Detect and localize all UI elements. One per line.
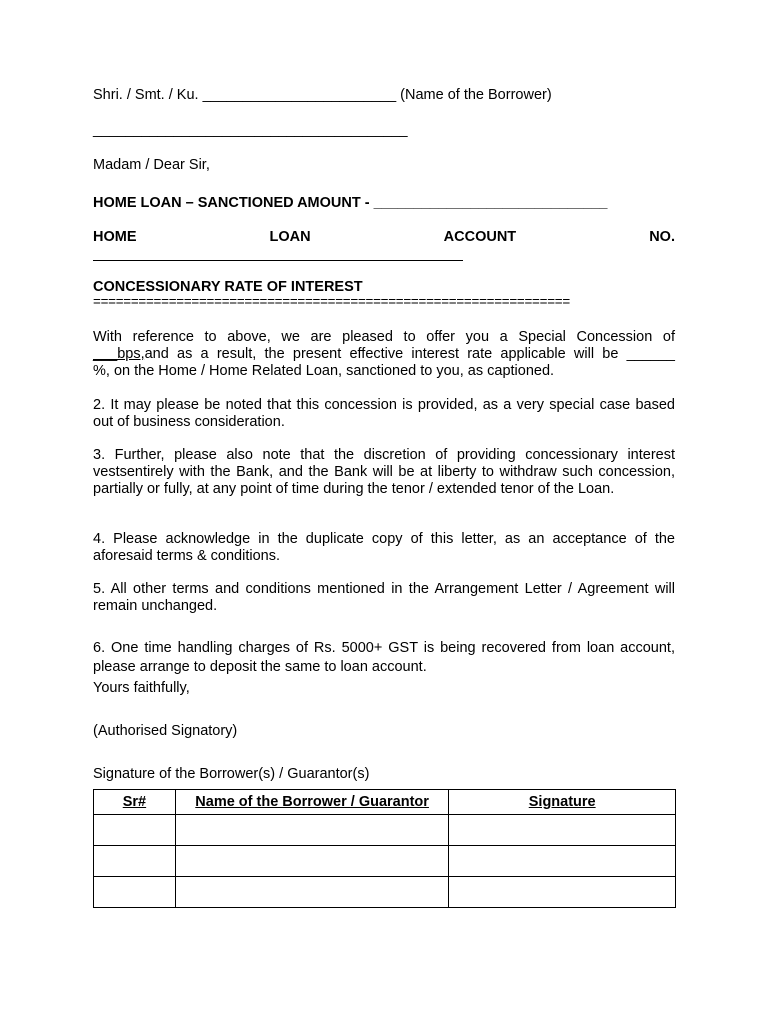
paragraph-3: 3. Further, please also note that the discretion of providing concessionary interest vestsentirely with the Bank, and the Bank will be at liberty to withdraw such concession, partially or fully, at any point of time during the tenor / extended tenor of the Loan. [93,447,675,497]
borrower-title-prefix: Shri. / Smt. / Ku. [93,87,199,103]
column-header-signature: Signature [449,790,676,815]
signature-table [93,789,676,908]
account-number-line [93,229,675,245]
borrower-name-blank: ________________________ [202,87,397,103]
table-row [94,815,676,846]
account-word-no: NO. [649,229,675,245]
account-word-loan: LOAN [269,229,311,245]
table-cell-signature [449,877,676,908]
closing-yours-faithfully: Yours faithfully, [93,680,190,696]
paragraph-2: 2. It may please be noted that this concession is provided, as a very special case based out of business consideration. [93,397,675,430]
subject-title: CONCESSIONARY RATE OF INTEREST [93,279,363,295]
paragraph-1-line-2-text: and as a result, the present effective interest rate applicable will be ______ [144,346,675,362]
borrower-name-caption: (Name of the Borrower) [400,87,552,103]
paragraph-1-line-1: With reference to above, we are pleased to offer you a Special Concession of [93,329,675,345]
table-cell-signature [449,846,676,877]
column-header-sr: Sr# [94,790,176,815]
authorised-signatory: (Authorised Signatory) [93,723,238,739]
sanctioned-amount-blank: _____________________________ [373,195,608,211]
account-number-underline [93,260,463,261]
borrower-name-line [93,87,552,103]
paragraph-1-line-3: %, on the Home / Home Related Loan, sanctioned to you, as captioned. [93,363,555,379]
paragraph-1-line-2 [93,346,675,363]
column-header-name: Name of the Borrower / Guarantor [175,790,449,815]
sanctioned-amount-line [93,195,607,211]
paragraph-5: 5. All other terms and conditions mentioned in the Arrangement Letter / Agreement will remain unchanged. [93,581,675,614]
concession-bps-blank: ___bps, [93,346,145,362]
table-cell-name [175,815,449,846]
address-blank-line: _______________________________________ [93,122,408,138]
sanctioned-amount-label: HOME LOAN – SANCTIONED AMOUNT - [93,195,370,211]
table-cell-sr [94,815,176,846]
table-row [94,877,676,908]
table-cell-signature [449,815,676,846]
account-word-home: HOME [93,229,137,245]
account-word-account: ACCOUNT [443,229,517,245]
paragraph-4: 4. Please acknowledge in the duplicate copy of this letter, as an acceptance of the aforesaid terms & conditions. [93,531,675,564]
table-row [94,846,676,877]
table-cell-name [175,846,449,877]
greeting: Madam / Dear Sir, [93,157,210,173]
table-header-row [94,790,676,815]
table-cell-sr [94,846,176,877]
table-cell-name [175,877,449,908]
paragraph-6: 6. One time handling charges of Rs. 5000+ GST is being recovered from loan account, please arrange to deposit the same to loan account. [93,640,675,675]
signature-table-caption: Signature of the Borrower(s) / Guarantor(s) [93,766,370,782]
subject-double-underline: =============================================================== [93,294,570,309]
table-cell-sr [94,877,176,908]
